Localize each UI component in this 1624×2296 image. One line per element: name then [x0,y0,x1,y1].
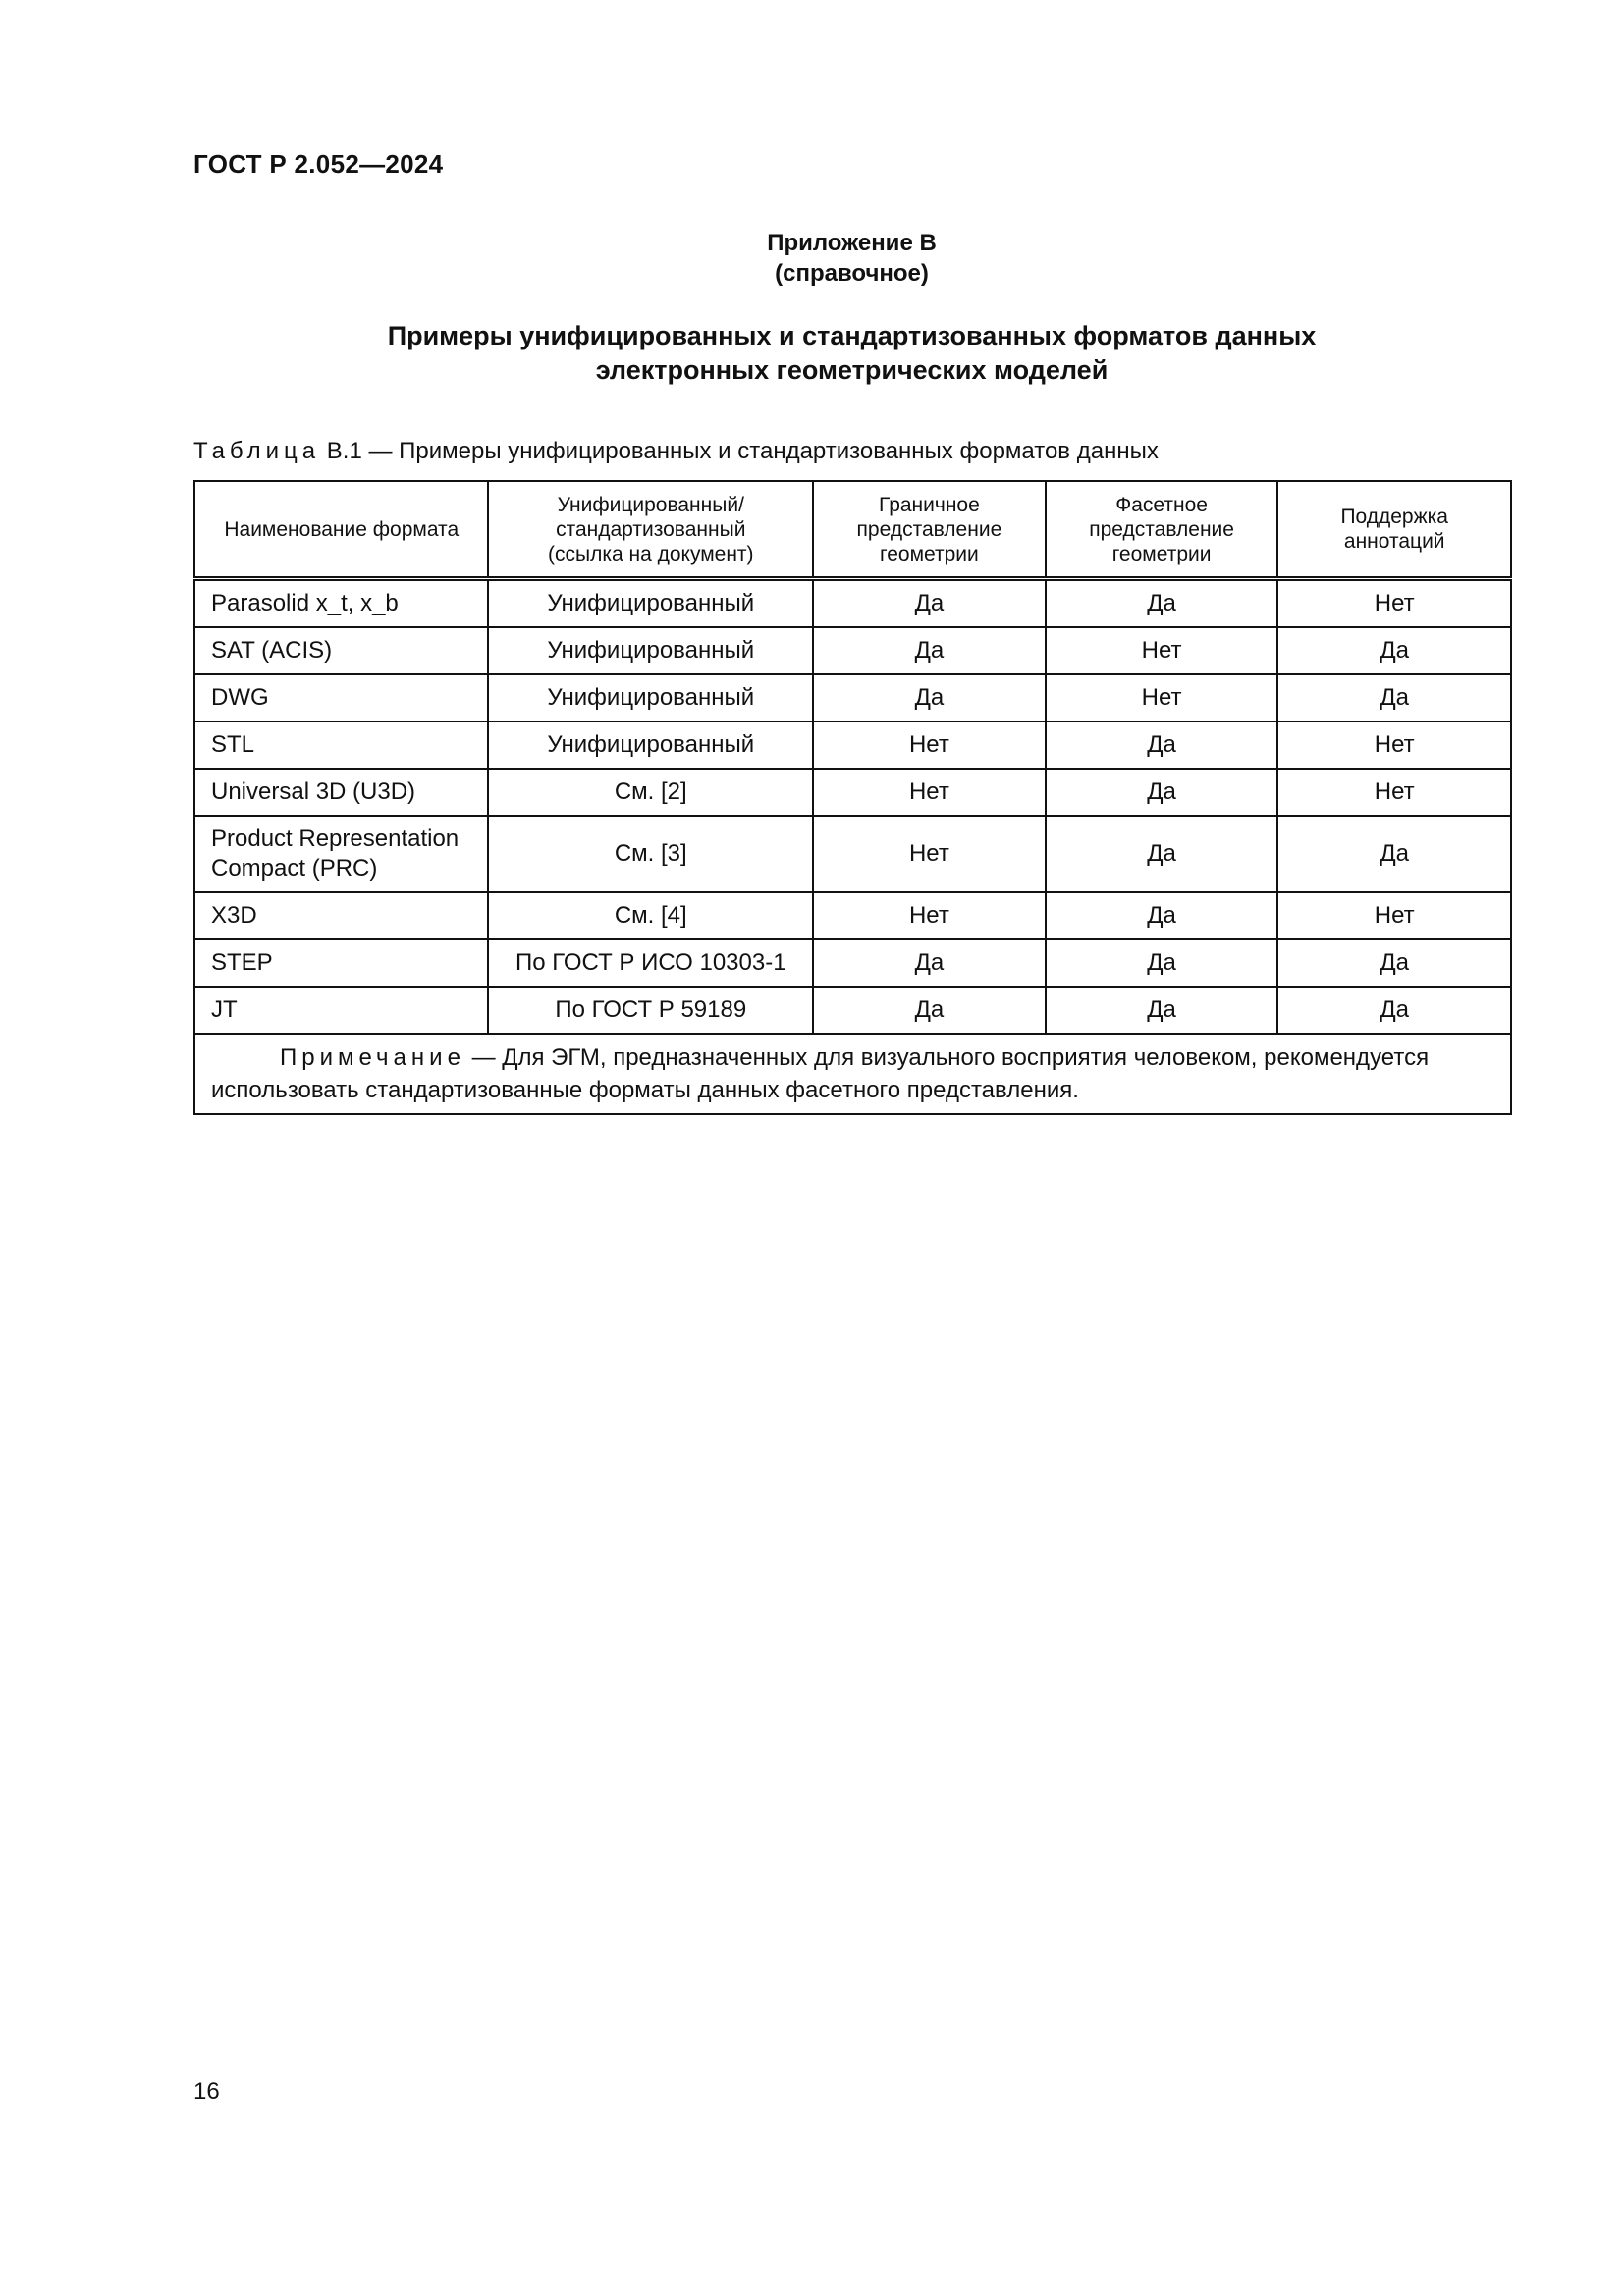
cell-format-name: SAT (ACIS) [194,627,488,674]
cell-faceted: Да [1046,987,1278,1034]
cell-boundary: Да [813,674,1046,721]
cell-faceted: Да [1046,721,1278,769]
cell-boundary: Нет [813,721,1046,769]
cell-standard: Унифицированный [488,674,813,721]
cell-annotations: Нет [1277,721,1511,769]
table-note-row [194,1034,1511,1114]
cell-annotations: Нет [1277,892,1511,939]
subject-line-1: Примеры унифицированных и стандартизованных форматов данных [387,321,1317,350]
table-caption-text: В.1 — Примеры унифицированных и стандартизованных форматов данных [326,438,1159,464]
cell-faceted: Нет [1046,674,1278,721]
column-header-format-name: Наименование формата [194,481,488,579]
cell-standard: Унифицированный [488,721,813,769]
document-code: ГОСТ Р 2.052—2024 [193,149,444,179]
table-caption [193,438,1159,465]
table-row [194,674,1511,721]
cell-annotations: Да [1277,987,1511,1034]
cell-format-name: Parasolid x_t, x_b [194,579,488,628]
table-row [194,987,1511,1034]
table-header-row [194,481,1511,579]
table-row [194,627,1511,674]
column-header-annotations: Поддержка аннотаций [1277,481,1511,579]
cell-annotations: Нет [1277,769,1511,816]
appendix-kind: (справочное) [775,260,929,287]
cell-faceted: Да [1046,579,1278,628]
note-label: Примечание [280,1044,465,1071]
cell-boundary: Да [813,987,1046,1034]
cell-faceted: Да [1046,892,1278,939]
cell-standard: По ГОСТ Р ИСО 10303-1 [488,939,813,987]
appendix-subject [0,319,1624,388]
appendix-heading [0,228,1624,289]
cell-annotations: Да [1277,627,1511,674]
page-number: 16 [193,2078,220,2105]
cell-format-name: Product Representation Compact (PRC) [194,816,488,892]
table-row [194,816,1511,892]
cell-faceted: Да [1046,769,1278,816]
cell-format-name: Universal 3D (U3D) [194,769,488,816]
cell-annotations: Да [1277,816,1511,892]
cell-standard: По ГОСТ Р 59189 [488,987,813,1034]
cell-faceted: Да [1046,939,1278,987]
cell-format-name: STEP [194,939,488,987]
table-note [194,1034,1511,1114]
cell-boundary: Нет [813,816,1046,892]
cell-format-name: JT [194,987,488,1034]
table-row [194,892,1511,939]
cell-faceted: Нет [1046,627,1278,674]
column-header-faceted: Фасетное представление геометрии [1046,481,1278,579]
cell-standard: Унифицированный [488,627,813,674]
column-header-standard: Унифицированный/ стандартизованный (ссылка на документ) [488,481,813,579]
cell-annotations: Да [1277,674,1511,721]
cell-format-name: X3D [194,892,488,939]
formats-table [193,480,1512,1115]
cell-annotations: Да [1277,939,1511,987]
cell-standard: См. [3] [488,816,813,892]
cell-standard: См. [4] [488,892,813,939]
note-text: — Для ЭГМ, предназначенных для визуального восприятия человеком, рекомендуется использовать стандартизованные форматы данных фасетного представления. [211,1044,1430,1103]
cell-annotations: Нет [1277,579,1511,628]
cell-faceted: Да [1046,816,1278,892]
cell-boundary: Да [813,939,1046,987]
subject-line-2: электронных геометрических моделей [595,355,1109,385]
table-row [194,721,1511,769]
table-row [194,579,1511,628]
table-caption-label: Таблица [193,438,321,464]
cell-standard: Унифицированный [488,579,813,628]
table-row [194,769,1511,816]
appendix-title: Приложение В [767,230,937,256]
cell-boundary: Да [813,579,1046,628]
table-row [194,939,1511,987]
cell-format-name: STL [194,721,488,769]
cell-standard: См. [2] [488,769,813,816]
cell-boundary: Нет [813,892,1046,939]
cell-format-name: DWG [194,674,488,721]
cell-boundary: Нет [813,769,1046,816]
cell-boundary: Да [813,627,1046,674]
column-header-boundary: Граничное представление геометрии [813,481,1046,579]
